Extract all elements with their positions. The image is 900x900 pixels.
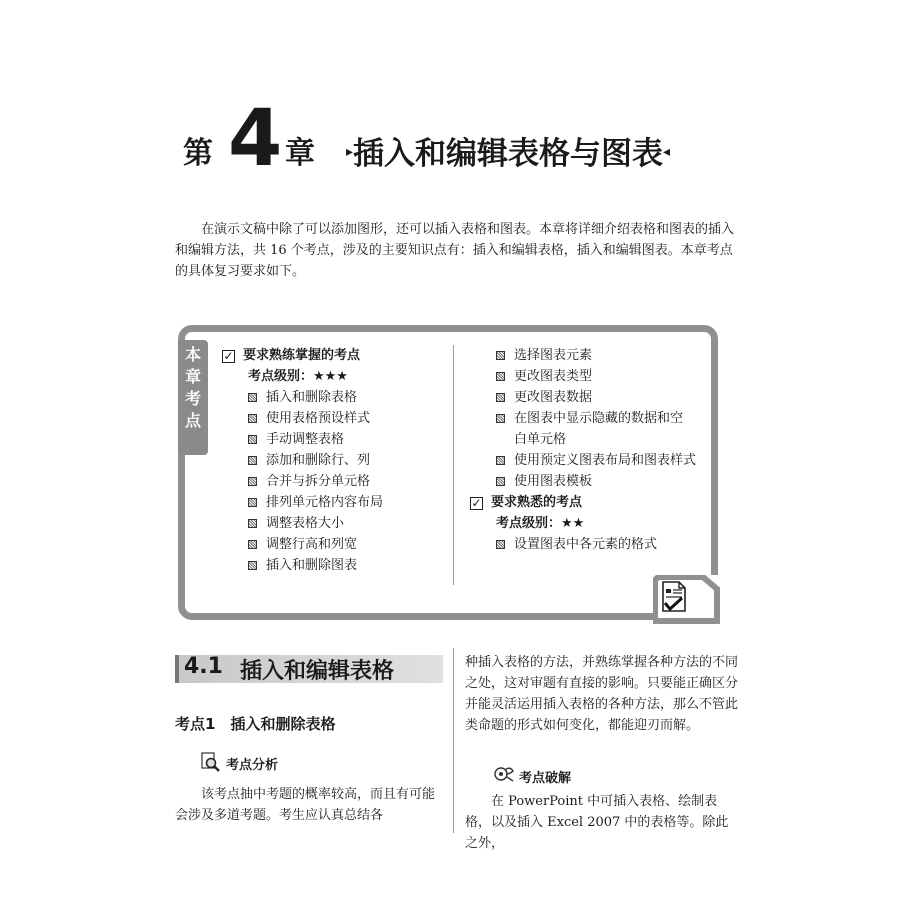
list-item bbox=[222, 492, 447, 513]
bullet-square-icon bbox=[248, 435, 257, 444]
bullet-square-icon bbox=[496, 372, 505, 381]
list-item bbox=[496, 408, 711, 429]
kaodian-title: 考点1 插入和删除表格 bbox=[175, 715, 336, 733]
list-item bbox=[496, 534, 711, 555]
list-item-label: 排列单元格内容布局 bbox=[266, 495, 384, 510]
key-points-left-column bbox=[222, 345, 447, 576]
list-item-label: 调整表格大小 bbox=[266, 516, 345, 531]
list-item bbox=[222, 513, 447, 534]
bullet-square-icon bbox=[248, 414, 257, 423]
key-points-right-column bbox=[471, 345, 711, 555]
chapter-title: 插入和编辑表格与图表 bbox=[353, 136, 664, 172]
key-points-tab-label: 本章考点 bbox=[184, 345, 201, 430]
chapter-prefix: 第 bbox=[183, 136, 213, 171]
bullet-square-icon bbox=[248, 498, 257, 507]
left-level: 考点级别：★★★ bbox=[248, 369, 348, 384]
intro-paragraph: 在演示文稿中除了可以添加图形，还可以插入表格和图表。本章将详细介绍表格和图表的插入和编辑方法，共 16 个考点，涉及的主要知识点有：插入和编辑表格，插入和编辑图表。本章考点的具体复习要求如下。 bbox=[175, 222, 735, 279]
magnifier-icon bbox=[200, 752, 220, 776]
right-heading-row bbox=[470, 492, 711, 513]
bullet-square-icon bbox=[248, 519, 257, 528]
puzzle-icon bbox=[493, 765, 515, 787]
list-item-label: 在图表中显示隐藏的数据和空 bbox=[514, 411, 684, 426]
list-item bbox=[222, 555, 447, 576]
list-item bbox=[222, 429, 447, 450]
list-item-label: 合并与拆分单元格 bbox=[266, 474, 371, 489]
right-heading: 要求熟悉的考点 bbox=[491, 495, 583, 510]
bullet-square-icon bbox=[248, 456, 257, 465]
bullet-square-icon bbox=[496, 393, 505, 402]
checkbox-checked-icon: ✓ bbox=[471, 496, 482, 510]
triangle-right-icon: ▸ bbox=[346, 143, 354, 160]
list-item bbox=[222, 471, 447, 492]
list-item-label: 使用表格预设样式 bbox=[266, 411, 371, 426]
list-item bbox=[496, 450, 711, 471]
list-item-label: 使用图表模板 bbox=[514, 474, 593, 489]
analysis-paragraph: 该考点抽中考题的概率较高，而且有可能会涉及多道考题。考生应认真总结各 bbox=[175, 787, 436, 823]
bullet-square-icon bbox=[248, 393, 257, 402]
analysis-label: 考点分析 bbox=[226, 758, 279, 773]
section-number: 4.1 bbox=[184, 654, 223, 679]
list-item-label: 手动调整表格 bbox=[266, 432, 345, 447]
list-item bbox=[496, 471, 711, 492]
chapter-suffix: 章 bbox=[285, 136, 315, 171]
document-check-icon bbox=[660, 580, 688, 618]
list-item bbox=[222, 534, 447, 555]
list-item bbox=[222, 387, 447, 408]
analysis-continuation-paragraph: 种插入表格的方法，并熟练掌握各种方法的不同之处，这对审题有直接的影响。只要能正确区分并能灵活运用插入表格的各种方法，那么不管此类命题的形式如何变化，都能迎刃而解。 bbox=[465, 655, 739, 733]
bullet-square-icon bbox=[496, 456, 505, 465]
bullet-square-icon bbox=[248, 540, 257, 549]
column-divider bbox=[453, 648, 454, 833]
list-item-label: 设置图表中各元素的格式 bbox=[514, 537, 658, 552]
right-level: 考点级别：★★ bbox=[496, 516, 585, 531]
list-item bbox=[496, 387, 711, 408]
list-item-label: 插入和删除表格 bbox=[266, 390, 358, 405]
list-item-label: 更改图表数据 bbox=[514, 390, 593, 405]
list-item bbox=[496, 366, 711, 387]
bullet-square-icon bbox=[496, 414, 505, 423]
list-item bbox=[496, 345, 711, 366]
chapter-title-wrap bbox=[346, 128, 670, 173]
section-title: 插入和编辑表格 bbox=[240, 659, 395, 684]
section-heading-accent bbox=[175, 655, 179, 683]
crack-paragraph: 在 PowerPoint 中可插入表格、绘制表格，以及插入 Excel 2007 中的表格等。除此之外， bbox=[465, 794, 729, 851]
bullet-square-icon bbox=[248, 561, 257, 570]
list-item-label: 添加和删除行、列 bbox=[266, 453, 371, 468]
triangle-left-icon: ◂ bbox=[663, 143, 671, 160]
list-item-label: 调整行高和列宽 bbox=[266, 537, 358, 552]
list-item-continuation: 白单元格 bbox=[514, 432, 567, 447]
chapter-number: 4 bbox=[228, 94, 281, 184]
checkbox-checked-icon: ✓ bbox=[223, 349, 234, 363]
crack-label: 考点破解 bbox=[519, 771, 572, 786]
bullet-square-icon bbox=[248, 477, 257, 486]
list-item bbox=[222, 450, 447, 471]
list-item bbox=[222, 408, 447, 429]
box-column-divider bbox=[453, 345, 454, 585]
list-item-label: 选择图表元素 bbox=[514, 348, 593, 363]
left-heading-row bbox=[222, 345, 447, 366]
list-item-label: 插入和删除图表 bbox=[266, 558, 358, 573]
list-item-label: 更改图表类型 bbox=[514, 369, 593, 384]
left-heading: 要求熟练掌握的考点 bbox=[243, 348, 361, 363]
bullet-square-icon bbox=[496, 351, 505, 360]
list-item-label: 使用预定义图表布局和图表样式 bbox=[514, 453, 697, 468]
bullet-square-icon bbox=[496, 540, 505, 549]
bullet-square-icon bbox=[496, 477, 505, 486]
